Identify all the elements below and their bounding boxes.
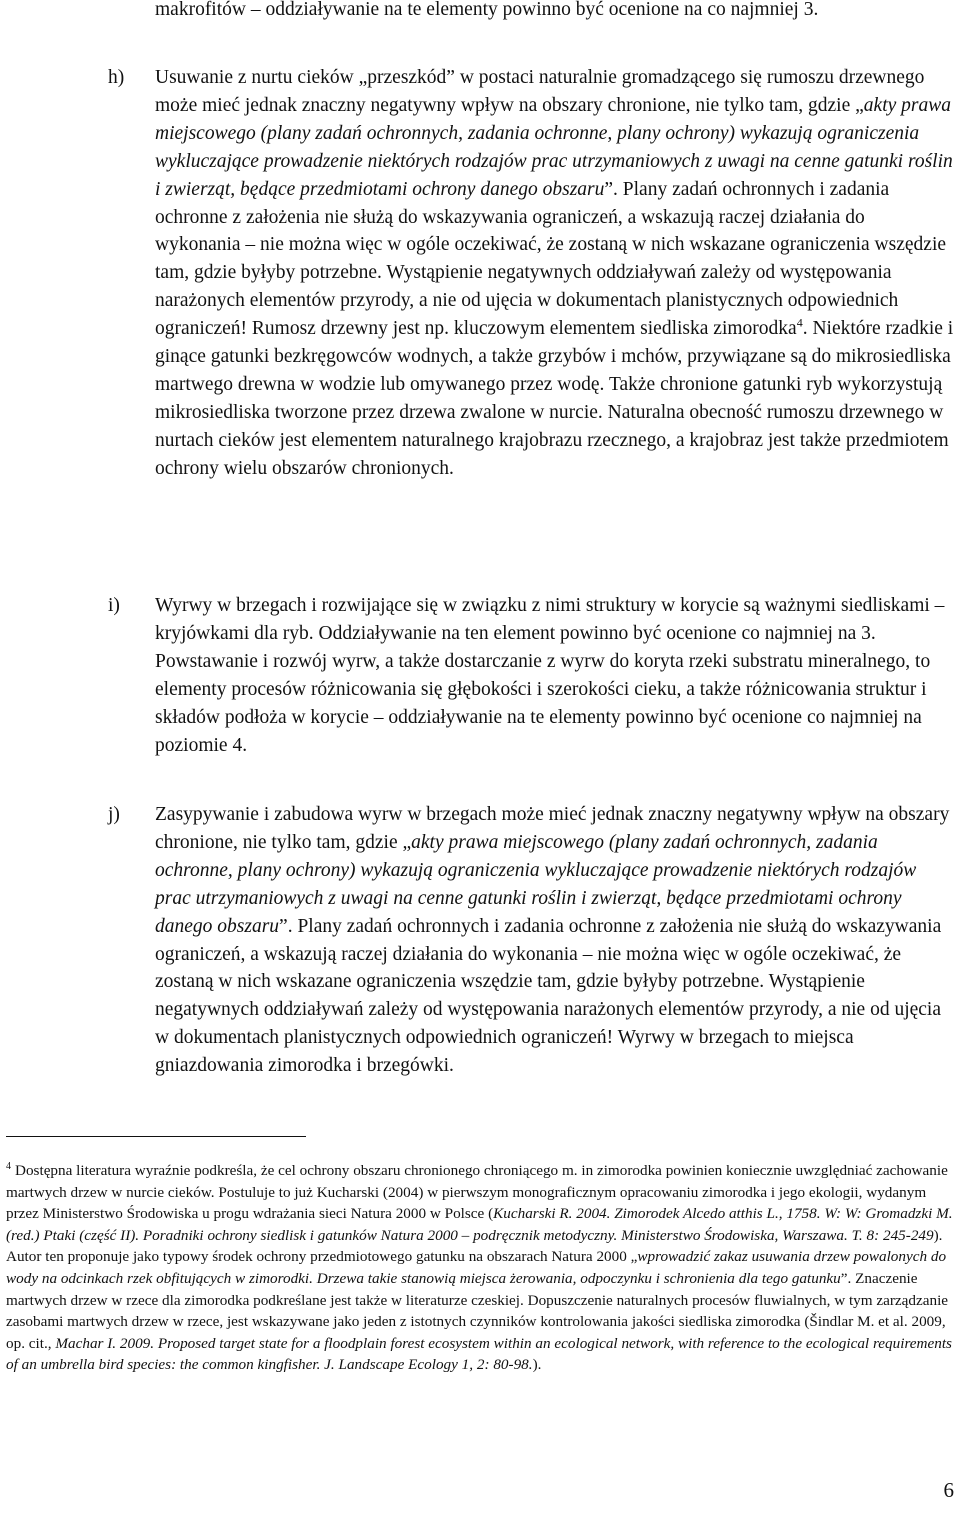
footnote-mark: 4 <box>6 1160 11 1172</box>
footnote-text-2: ). Autor ten proponuje jako typowy środek ochrony przedmiotowego gatunku na obszarach Natura 2000 „ <box>6 1226 943 1266</box>
item-h-text-1: Usuwanie z nurtu cieków „przeszkód” w postaci naturalnie gromadzącego się rumoszu drzewnego może mieć jednak znaczny negatywny wpływ na obszary chronione, nie tylko tam, gdzie „ <box>155 67 925 116</box>
list-item-i <box>108 592 955 759</box>
list-item-j <box>108 801 955 1080</box>
item-h-text-2: ”. Plany zadań ochronnych i zadania ochronne z założenia nie służą do wskazywania ograniczeń, a wskazują raczej działania do wykonania – nie można więc w ogóle oczekiwać, że zostaną w nich wskazane ograniczenia wszędzie tam, gdzie byłyby potrzebne. Wystąpienie negatywnych oddziaływań zależy od występowania narażonych elementów przyrody, a nie od ujęcia w dokumentach planistycznych odpowiednich ograniczeń! Rumosz drzewny jest np. kluczowym elementem siedliska zimorodka <box>155 178 947 340</box>
list-marker-j: j) <box>108 804 120 825</box>
footnote-separator <box>6 1136 306 1137</box>
list-item-h-body <box>155 64 955 483</box>
footnote-citation-2: Machar I. 2009. Proposed target state for a floodplain forest ecosystem within an ecological network, with reference to the ecological requirements of an umbrella bird species: the common kingfisher. J. Landscape Ecology 1, 2: 80-98. <box>6 1334 952 1374</box>
footnote <box>6 1160 954 1376</box>
list-marker-h: h) <box>108 67 125 88</box>
item-j-text-2: ”. Plany zadań ochronnych i zadania ochronne z założenia nie służą do wskazywania ograniczeń, a wskazują raczej działania do wykonania – nie można więc w ogóle oczekiwać, że zostaną w nich wskazane ograniczenia wszędzie tam, gdzie byłyby potrzebne. Wystąpienie negatywnych oddziaływań zależy od występowania narażonych elementów przyrody, a nie od ujęcia w dokumentach planistycznych odpowiednich ograniczeń! Wyrwy w brzegach to miejsca gniazdowania zimorodka i brzegówki. <box>155 915 942 1077</box>
page-number: 6 <box>943 1478 954 1502</box>
footnote-text-1: Dostępna literatura wyraźnie podkreśla, że cel ochrony obszaru chronionego chroniącego m. in zimorodka powinien koniecznie uwzględniać zachowanie martwych drzew w nurcie cieków. Postuluje to już Kucharski (2004) w pierwszym monograficznym opracowaniu zimorodka i jego ekologii, wydanym przez Ministerstwo Środowiska u progu wdrażania sieci Natura 2000 w Polsce ( <box>6 1162 948 1223</box>
footnote-reference[interactable]: 4 <box>796 315 803 330</box>
list-item-i-body: Wyrwy w brzegach i rozwijające się w związku z nimi struktury w korycie są ważnymi siedliskami – kryjówkami dla ryb. Oddziaływanie na ten element powinno być ocenione co najmniej na 3. Powstawanie i rozwój wyrw, a także dostarczanie z wyrw do koryta rzeki substratu mineralnego, to elementy procesów różnicowania się głębokości i szerokości cieku, a także różnicowania struktur i składów podłoża w korycie – oddziaływanie na te elementy powinno być ocenione co najmniej na poziomie 4. <box>155 595 945 756</box>
footnote-quote: wprowadzić zakaz usuwania drzew powalonych do wody na odcinkach rzek obfitujących w zimorodki. Drzewa takie stanowią miejsca żerowania, odpoczynku i schronienia dla tego gatunku <box>6 1248 947 1287</box>
item-h-italic-quote: akty prawa miejscowego (plany zadań ochronnych, zadania ochronne, plany ochrony) wykazują ograniczenia wykluczające prowadzenie niektórych rodzajów prac utrzymaniowych z uwagi na cenne gatunki roślin i zwierząt, będące przedmiotami ochrony danego obszaru <box>155 94 953 200</box>
footnote-text-4: ). <box>532 1356 542 1374</box>
item-j-italic-quote: akty prawa miejscowego (plany zadań ochronnych, zadania ochronne, plany ochrony) wykazują ograniczenia wykluczające prowadzenie niektórych rodzajów prac utrzymaniowych z uwagi na cenne gatunki roślin i zwierząt, będące przedmiotami ochrony danego obszaru <box>155 831 917 937</box>
list-item-j-body <box>155 801 955 1080</box>
list-marker-i: i) <box>108 595 120 616</box>
continuation-paragraph <box>155 0 955 24</box>
item-j-text-1: Zasypywanie i zabudowa wyrw w brzegach może mieć jednak znaczny negatywny wpływ na obszary chronione, nie tylko tam, gdzie „ <box>155 804 950 853</box>
footnote-citation-1: Kucharski R. 2004. Zimorodek Alcedo atthis L., 1758. W: W: Gromadzki M. (red.) Ptaki (część II). Poradniki ochrony siedlisk i gatunków Natura 2000 – podręcznik metodyczny. Ministerstwo Środowiska, Warszawa. T. 8: 245-249 <box>6 1205 953 1244</box>
list-item-h <box>108 64 955 483</box>
item-h-text-3: . Niektóre rzadkie i ginące gatunki bezkręgowców wodnych, a także grzybów i mchów, przywiązane są do mikrosiedliska martwego drewna w wodzie lub omywanego przez wodę. Także chronione gatunki ryb wykorzystują mikrosiedliska tworzone przez drzewa zwalone w nurcie. Naturalna obecność rumoszu drzewnego w nurtach cieków jest elementem naturalnego krajobrazu rzecznego, a krajobraz jest także przedmiotem ochrony wielu obszarów chronionych. <box>155 318 954 479</box>
footnote-text-3: ”. Znaczenie martwych drzew w rzece dla zimorodka podkreślane jest także w literaturze czeskiej. Dopuszczenie naturalnych procesów fluwialnych, w tym zarządzanie zasobami martwych drzew w rzece, jest wskazywane jako jeden z istotnych czynników kontrolowania jakości siedliska zimorodka (Šindlar M. et al. 2009, op. cit., <box>6 1269 949 1352</box>
continuation-text: makrofitów – oddziaływanie na te elementy powinno być ocenione na co najmniej 3. <box>155 0 819 20</box>
